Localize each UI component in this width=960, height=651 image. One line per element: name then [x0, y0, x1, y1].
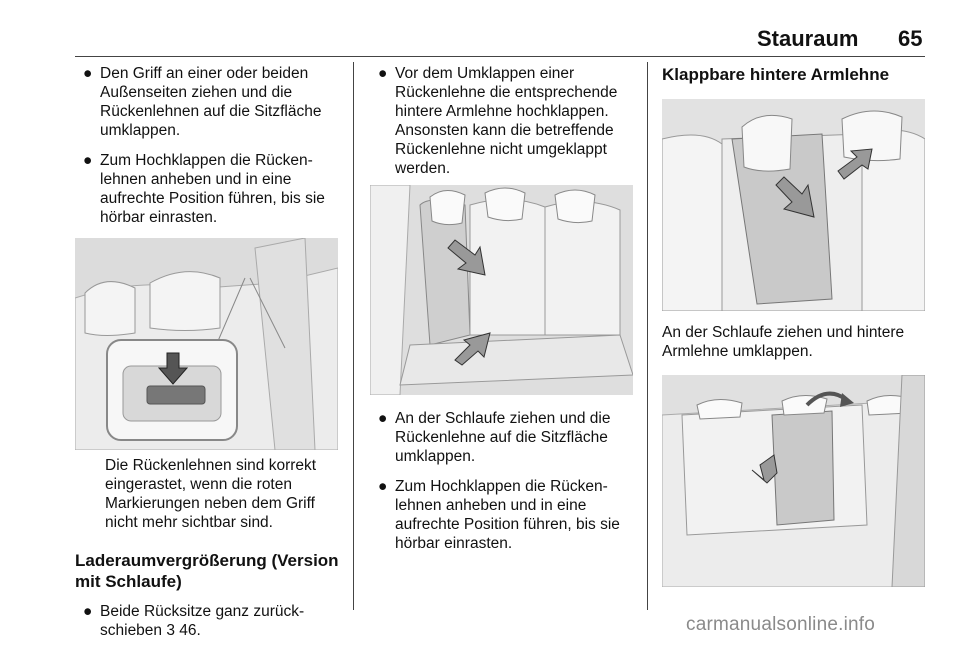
bullet-dot: ●: [378, 410, 388, 427]
bullet-item: [75, 64, 345, 140]
bullet-text: Zum Hochklappen die Rücken-lehnen anheben und in eine aufrechte Position führen, bis sie hörbar einrasten.: [100, 152, 325, 226]
bullet-dot: ●: [83, 603, 93, 620]
figure-caption: Die Rückenlehnen sind korrekt eingerastet, wenn die roten Markierungen neben dem Griff nicht mehr sichtbar sind.: [105, 457, 317, 531]
column-divider-1: [353, 62, 354, 610]
bullet-item: [75, 151, 345, 227]
bullet-dot: ●: [83, 65, 93, 82]
bullet-dot: ●: [378, 478, 388, 495]
bullet-item: [370, 64, 638, 178]
page-reference[interactable]: 3 46.: [166, 622, 201, 639]
bullet-item: [75, 602, 345, 640]
figure-armrest-fold: [662, 375, 925, 587]
page-header-title: Stauraum: [757, 26, 859, 51]
bullet-item: [370, 409, 638, 466]
column-3: [662, 64, 927, 587]
bullet-text: Zum Hochklappen die Rücken-lehnen anheben und in eine aufrechte Position führen, bis sie hörbar einrasten.: [395, 478, 620, 552]
watermark[interactable]: carmanualsonline.info: [686, 614, 876, 635]
figure-seat-strap: [370, 185, 633, 395]
bullet-item: [370, 477, 638, 553]
bullet-dot: ●: [83, 152, 93, 169]
bullet-dot: ●: [378, 65, 388, 82]
bullet-text: Beide Rücksitze ganz zurück-schieben: [100, 603, 305, 639]
header-rule: [75, 56, 925, 57]
figure-armrest: [662, 99, 925, 311]
body-text: An der Schlaufe ziehen und hintere Armlehne umklappen.: [662, 324, 905, 360]
section-heading: Klappbare hintere Armlehne: [662, 65, 890, 84]
bullet-text: Vor dem Umklappen einer Rückenlehne die entsprechende hintere Armlehne hochklappen. Ansonsten kann die betreffende Rückenlehne nicht umgeklappt werden.: [395, 65, 618, 177]
section-heading: Laderaumvergrößerung (Version mit Schlaufe): [75, 551, 339, 591]
column-1: [75, 64, 345, 651]
column-2: [370, 64, 638, 564]
column-divider-2: [647, 62, 648, 610]
page-number: 65: [898, 26, 923, 51]
bullet-text: Den Griff an einer oder beiden Außenseiten ziehen und die Rückenlehnen auf die Sitzfläche umklappen.: [100, 65, 322, 139]
figure-seat-handle: [75, 238, 338, 450]
bullet-text: An der Schlaufe ziehen und die Rückenlehne auf die Sitzfläche umklappen.: [395, 410, 611, 465]
